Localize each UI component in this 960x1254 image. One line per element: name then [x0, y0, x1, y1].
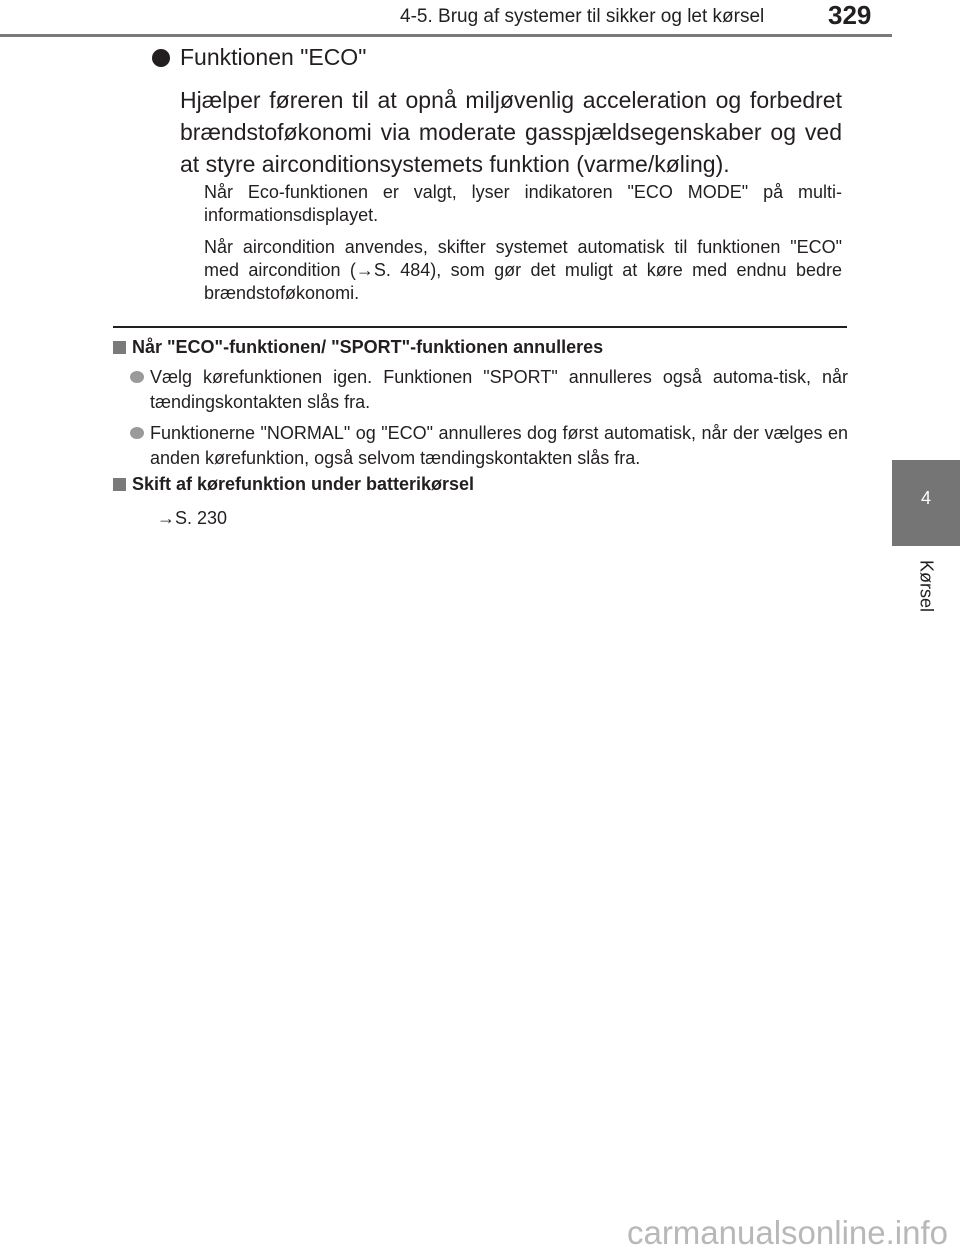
list-item-text: Vælg kørefunktionen igen. Funktionen "SPORT" annulleres også automa-tisk, når tændingskontakten slås fra.: [150, 367, 848, 412]
eco-heading-text: Funktionen "ECO": [180, 44, 367, 70]
square-bullet-icon: [113, 478, 126, 491]
square-bullet-icon: [113, 341, 126, 354]
header-divider: [0, 34, 892, 37]
section-divider: [113, 326, 847, 328]
eco-description: Hjælper føreren til at opnå miljøvenlig acceleration og forbedret brændstoføkonomi via moderate gasspjældsegenskaber og ved at styre airconditionsystemets funktion (varme/køling).: [180, 87, 842, 177]
bullet-icon: [130, 427, 144, 439]
page-reference-link[interactable]: →S. 230: [157, 508, 228, 528]
section-heading-cancel: [113, 337, 603, 358]
section-heading-text: Skift af kørefunktion under batterikørsel: [132, 474, 475, 494]
chapter-side-tab: [892, 0, 960, 1254]
header-title: 4-5. Brug af systemer til sikker og let kørsel: [400, 6, 765, 27]
list-item: [130, 421, 848, 471]
bullet-icon: [152, 49, 170, 67]
bullet-icon: [130, 371, 144, 383]
chapter-number: 4: [920, 488, 931, 508]
eco-note-aircondition: Når aircondition anvendes, skifter systemet automatisk til funktionen "ECO" med aircondition (→S. 484), som gør det muligt at køre med endnu bedre brændstoføkonomi.: [204, 237, 842, 303]
list-item-text: Funktionerne "NORMAL" og "ECO" annulleres dog først automatisk, når der vælges en anden kørefunktion, også selvom tændingskontakten slås fra.: [150, 423, 848, 468]
list-item: [130, 365, 848, 415]
page-number: 329: [828, 0, 872, 30]
chapter-label: Kørsel: [916, 560, 937, 613]
eco-heading: [152, 44, 366, 71]
section-heading-text: Når "ECO"-funktionen/ "SPORT"-funktionen annulleres: [132, 337, 604, 357]
watermark: carmanualsonline.info: [626, 1214, 948, 1251]
eco-note-indicator: Når Eco-funktionen er valgt, lyser indikatoren "ECO MODE" på multi-informationsdisplayet.: [204, 182, 842, 225]
section-heading-battery: [113, 474, 474, 495]
